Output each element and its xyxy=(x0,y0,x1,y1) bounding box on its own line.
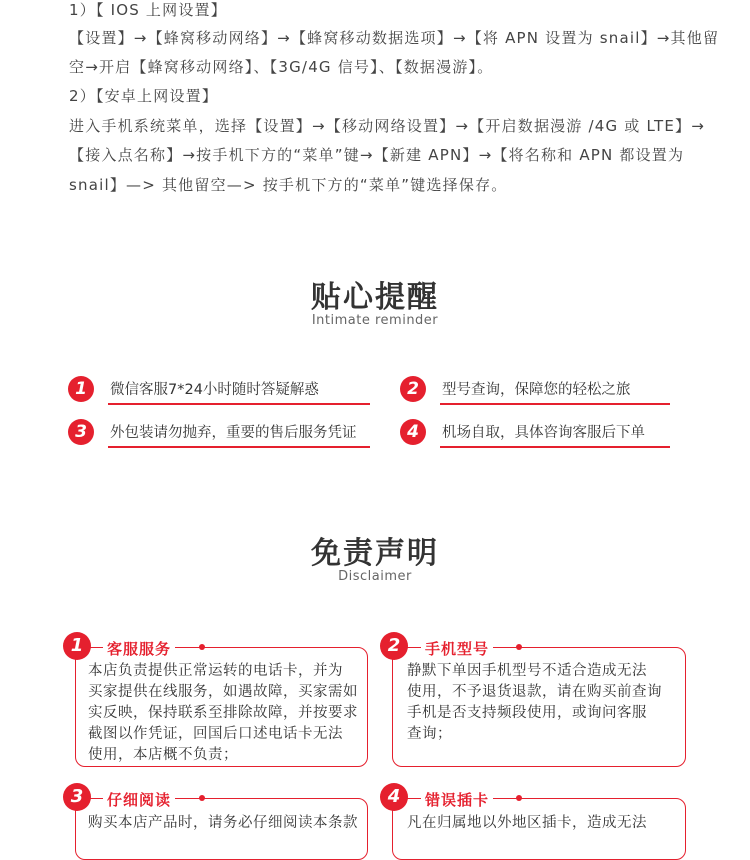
card-line: 静默下单因手机型号不适合造成无法 xyxy=(407,663,647,679)
instruction-line: 【接入点名称】→按手机下方的“菜单”键→【新建 APN】→【将名称和 APN 都设置为 xyxy=(69,146,685,164)
instruction-line: 空→开启【蜂窝移动网络】、【3G/4G 信号】、【数据漫游】。 xyxy=(69,58,494,76)
instruction-line: 进入手机系统菜单，选择【设置】→【移动网络设置】→【开启数据漫游 /4G 或 LTE】→ xyxy=(69,117,705,135)
title-dot xyxy=(199,644,205,650)
number-badge: 1 xyxy=(68,376,94,402)
title-dot xyxy=(516,795,522,801)
reminder-subtitle: Intimate reminder xyxy=(311,313,439,328)
card-title: 客服服务 xyxy=(103,638,175,659)
reminder-text: 机场自取，具体咨询客服后下单 xyxy=(442,425,645,441)
card-body xyxy=(407,813,647,834)
number-badge: 2 xyxy=(400,376,426,402)
card-line: 购买本店产品时，请务必仔细阅读本条款 xyxy=(88,815,358,831)
instruction-line: 1）【 IOS 上网设置】 xyxy=(69,1,227,19)
title-dot xyxy=(516,644,522,650)
instruction-line: snail】—> 其他留空—> 按手机下方的“菜单”键选择保存。 xyxy=(69,176,508,194)
number-badge: 2 xyxy=(380,632,408,660)
number-badge: 4 xyxy=(400,419,426,445)
underline xyxy=(440,403,670,405)
underline xyxy=(440,446,670,448)
card-body xyxy=(88,813,358,834)
card-line: 查询； xyxy=(407,726,452,742)
number-badge: 3 xyxy=(68,419,94,445)
card-line: 使用，本店概不负责； xyxy=(88,747,238,763)
disclaimer-title: 免责声明 xyxy=(311,536,439,571)
reminder-text: 型号查询，保障您的轻松之旅 xyxy=(442,382,631,398)
card-line: 使用，不予退货退款，请在购买前查询 xyxy=(407,684,662,700)
underline xyxy=(108,446,370,448)
reminder-title: 贴心提醒 xyxy=(311,280,439,315)
card-line: 本店负责提供正常运转的电话卡，并为 xyxy=(88,663,343,679)
card-line: 实反映，保持联系至排除故障，并按要求 xyxy=(88,705,358,721)
title-dot xyxy=(199,795,205,801)
disclaimer-subtitle: Disclaimer xyxy=(338,569,412,584)
card-title: 手机型号 xyxy=(421,638,493,659)
card-line: 截图以作凭证，回国后口述电话卡无法 xyxy=(88,726,343,742)
reminder-text: 外包装请勿抛弃，重要的售后服务凭证 xyxy=(110,425,357,441)
number-badge: 4 xyxy=(380,783,408,811)
card-body xyxy=(88,661,358,766)
card-line: 买家提供在线服务，如遇故障，买家需如 xyxy=(88,684,358,700)
card-line: 手机是否支持频段使用，或询问客服 xyxy=(407,705,647,721)
number-badge: 1 xyxy=(63,632,91,660)
card-line: 凡在归属地以外地区插卡，造成无法 xyxy=(407,815,647,831)
instruction-line: 2）【安卓上网设置】 xyxy=(69,87,219,105)
reminder-text: 微信客服7*24小时随时答疑解惑 xyxy=(110,382,319,398)
card-body xyxy=(407,661,662,745)
number-badge: 3 xyxy=(63,783,91,811)
card-title: 错误插卡 xyxy=(421,789,493,810)
instruction-line: 【设置】→【蜂窝移动网络】→【蜂窝移动数据选项】→【将 APN 设置为 snail】→其他留 xyxy=(69,29,720,47)
card-title: 仔细阅读 xyxy=(103,789,175,810)
underline xyxy=(108,403,370,405)
